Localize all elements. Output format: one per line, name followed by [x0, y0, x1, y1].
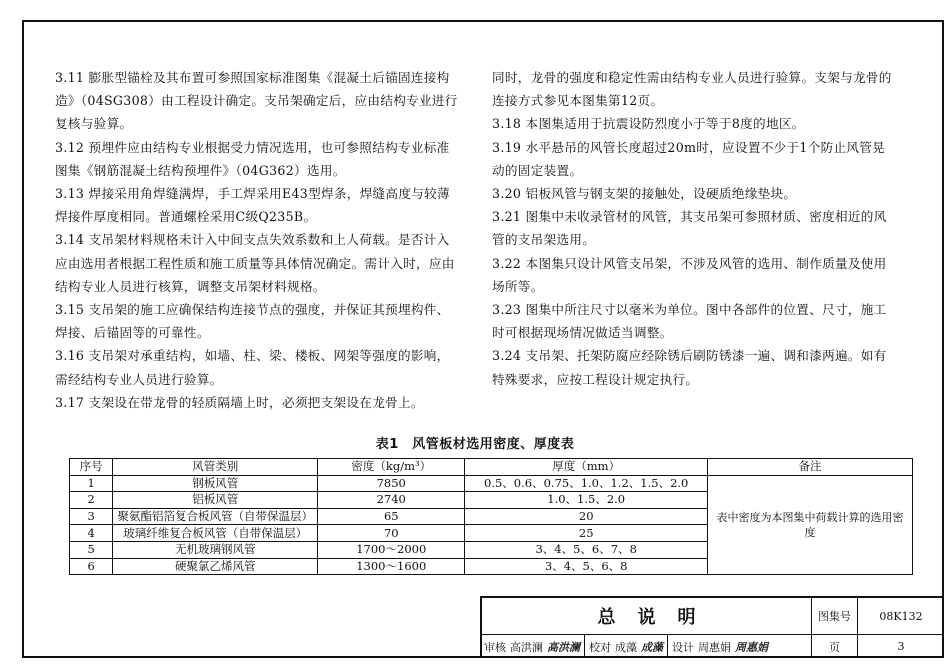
cell-type: 玻璃纤维复合板风管（自带保温层）	[113, 525, 318, 542]
cell-density: 1700～2000	[318, 541, 465, 558]
notes-left-column	[55, 66, 460, 414]
note-3-16: 3.16 支吊架对承重结构，如墙、柱、梁、楼板、网架等强度的影响，需经结构专业人员进行验算。	[55, 348, 450, 387]
cell-density: 7850	[318, 475, 465, 492]
note-3-17: 3.17 支架设在带龙骨的轻质隔墙上时，必须把支架设在龙骨上。	[55, 394, 424, 410]
note-3-17-cont: 同时，龙骨的强度和稳定性需由结构专业人员进行验算。支架与龙骨的连接方式参见本图集第12页。	[492, 70, 892, 109]
signature-row	[482, 635, 812, 658]
cell-note: 表中密度为本图集中荷载计算的选用密度	[708, 475, 913, 575]
design-label: 设计	[672, 640, 694, 654]
cell-type: 硬聚氯乙烯风管	[113, 558, 318, 575]
cell-no: 5	[70, 541, 113, 558]
cell-density: 70	[318, 525, 465, 542]
cell-thickness: 0.5、0.6、0.75、1.0、1.2、1.5、2.0	[465, 475, 708, 492]
drawing-title: 总说明	[482, 598, 812, 635]
table-title: 表1 风管板材选用密度、厚度表	[375, 437, 575, 452]
cell-density: 1300～1600	[318, 558, 465, 575]
cell-no: 2	[70, 492, 113, 509]
note-3-21: 3.21 图集中未收录管材的风管，其支吊架可参照材质、密度相近的风管的支吊架选用。	[492, 209, 887, 248]
cell-density: 65	[318, 508, 465, 525]
check-label: 校对	[589, 640, 611, 654]
atlas-no-label: 图集号	[812, 598, 858, 635]
cell-type: 铝板风管	[113, 492, 318, 509]
cell-no: 3	[70, 508, 113, 525]
cell-density: 2740	[318, 492, 465, 509]
atlas-no: 08K132	[858, 598, 944, 635]
header-thickness: 厚度（mm）	[465, 459, 708, 476]
cell-no: 1	[70, 475, 113, 492]
note-3-13: 3.13 焊接采用角焊缝满焊，手工焊采用E43型焊条，焊缝高度与较薄焊接件厚度相同。普通螺栓采用C级Q235B。	[55, 186, 450, 225]
review-label: 审核	[484, 640, 506, 654]
cell-thickness: 3、4、5、6、7、8	[465, 541, 708, 558]
checker-signature: 成藻	[641, 640, 663, 654]
note-3-14: 3.14 支吊架材料规格未计入中间支点失效系数和上人荷载。是否计入应由选用者根据工程性质和施工质量等具体情况确定。需计入时，应由结构专业人员进行核算，调整支吊架材料规格。	[55, 232, 455, 294]
page-label: 页	[812, 635, 858, 658]
table-row	[70, 475, 913, 492]
cell-thickness: 25	[465, 525, 708, 542]
note-3-11: 3.11 膨胀型锚栓及其布置可参照国家标准图集《混凝土后锚固连接构造》（04SG308）由工程设计确定。支吊架确定后，应由结构专业进行复核与验算。	[55, 70, 458, 132]
note-3-18: 3.18 本图集适用于抗震设防烈度小于等于8度的地区。	[492, 116, 805, 132]
header-note: 备注	[708, 459, 913, 476]
designer-name: 周惠娟	[698, 640, 731, 654]
cell-type: 钢板风管	[113, 475, 318, 492]
cell-no: 6	[70, 558, 113, 575]
title-block	[480, 596, 944, 658]
cell-type: 无机玻璃钢风管	[113, 541, 318, 558]
note-3-19: 3.19 水平悬吊的风管长度超过20m时，应设置不少于1个防止风管晃动的固定装置。	[492, 139, 886, 178]
cell-thickness: 3、4、5、6、8	[465, 558, 708, 575]
cell-no: 4	[70, 525, 113, 542]
note-3-15: 3.15 支吊架的施工应确保结构连接节点的强度，并保证其预埋构件、焊接、后锚固等的可靠性。	[55, 302, 450, 341]
note-3-24: 3.24 支吊架、托架防腐应经除锈后刷防锈漆一遍、调和漆两遍。如有特殊要求，应按工程设计规定执行。	[492, 348, 887, 387]
note-3-12: 3.12 预埋件应由结构专业根据受力情况选用，也可参照结构专业标准图集《钢筋混凝土结构预埋件》（04G362）选用。	[55, 139, 450, 178]
header-type: 风管类别	[113, 459, 318, 476]
checker-name: 成藻	[615, 640, 637, 654]
cell-thickness: 20	[465, 508, 708, 525]
note-3-23: 3.23 图集中所注尺寸以毫米为单位。图中各部件的位置、尺寸，施工时可根据现场情况做适当调整。	[492, 302, 887, 341]
cell-type: 聚氨酯铝箔复合板风管（自带保温层）	[113, 508, 318, 525]
header-no: 序号	[70, 459, 113, 476]
notes-right-column	[492, 66, 892, 391]
reviewer-name: 高洪澜	[510, 640, 543, 654]
table-header-row	[70, 459, 913, 476]
page-number: 3	[897, 640, 905, 653]
reviewer-signature: 高洪澜	[547, 640, 580, 654]
note-3-20: 3.20 铝板风管与钢支架的接触处，设硬质绝缘垫块。	[492, 186, 797, 202]
note-3-22: 3.22 本图集只设计风管支吊架，不涉及风管的选用、制作质量及使用场所等。	[492, 255, 887, 294]
designer-signature: 周惠娟	[735, 640, 768, 654]
header-density: 密度（kg/m³）	[318, 459, 465, 476]
density-thickness-table	[69, 458, 913, 575]
cell-thickness: 1.0、1.5、2.0	[465, 492, 708, 509]
